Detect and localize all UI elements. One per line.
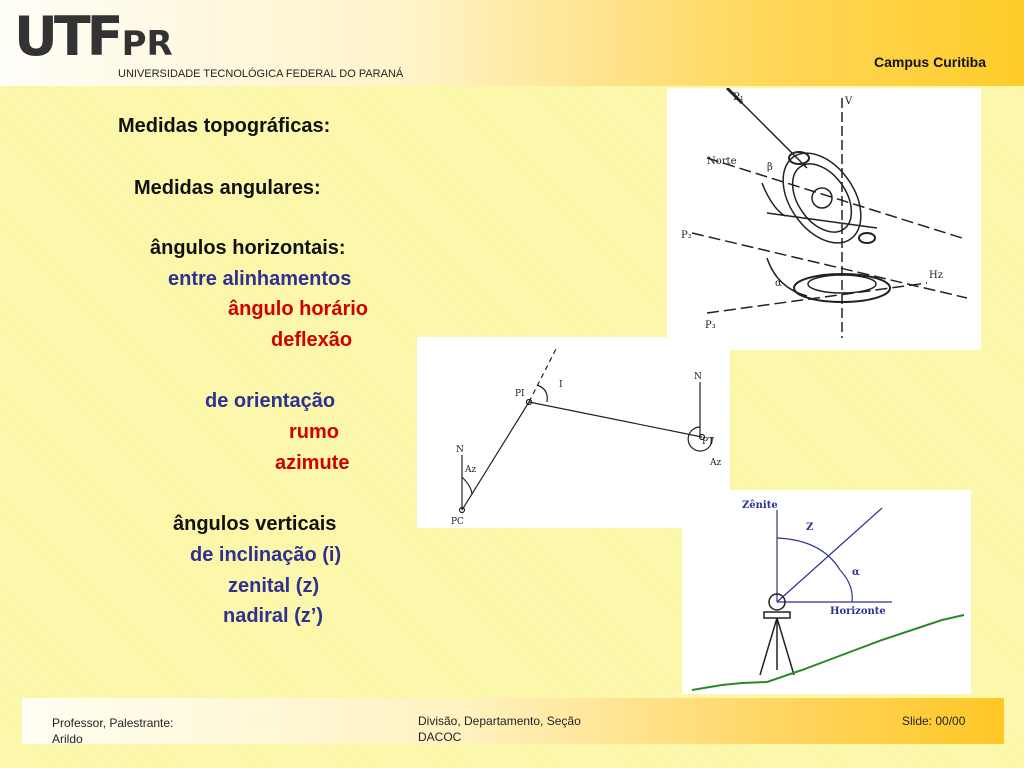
traverse-label-pt: PT: [702, 437, 715, 447]
heading-horizontal: ângulos horizontais:: [150, 237, 346, 259]
utfpr-logo: [14, 5, 173, 71]
heading-angular: Medidas angulares:: [134, 177, 321, 199]
footer-bar: [22, 698, 1004, 744]
traverse-label-pc: PC: [451, 517, 464, 527]
zenith-label-z: Z: [806, 522, 814, 533]
heading-vertical: ângulos verticais: [173, 513, 337, 535]
item-azimuth: azimute: [275, 452, 350, 474]
zenith-label-alpha: α: [852, 567, 860, 578]
footer-presenter-label: Professor, Palestrante:: [52, 716, 174, 730]
item-orientation: de orientação: [205, 390, 336, 412]
zenith-diagram: [682, 490, 971, 694]
theodolite-label-p1: P₁: [733, 92, 744, 103]
item-bearing: rumo: [289, 421, 339, 443]
traverse-label-i: I: [559, 380, 563, 390]
university-name: UNIVERSIDADE TECNOLÓGICA FEDERAL DO PARANÁ: [118, 68, 404, 80]
item-inclination: de inclinação (i): [190, 544, 342, 566]
zenith-label-zenite: Zênite: [742, 500, 778, 511]
item-zenith: zenital (z): [228, 575, 320, 597]
logo-pr: PR: [121, 24, 173, 64]
theodolite-label-p2: P₂: [681, 230, 692, 241]
zenith-svg: [682, 490, 971, 694]
item-clockwise-angle: ângulo horário: [228, 298, 368, 320]
logo-main: UTF: [14, 5, 120, 68]
footer-presenter-name: Arildo: [52, 732, 83, 746]
traverse-label-pi: PI: [515, 389, 525, 399]
traverse-label-az2: Az: [710, 458, 722, 468]
theodolite-diagram: [667, 88, 981, 350]
theodolite-label-p3: P₃: [705, 320, 716, 331]
campus-label: Campus Curitiba: [873, 54, 986, 70]
theodolite-label-beta: β: [767, 162, 773, 173]
item-nadir: nadiral (z’): [223, 605, 324, 627]
slide-title: Medidas topográficas:: [118, 115, 331, 137]
footer-dept: DACOC: [418, 730, 462, 744]
theodolite-svg: [667, 88, 981, 350]
header-banner: [0, 0, 1024, 86]
traverse-label-az1: Az: [465, 465, 477, 475]
traverse-label-n1: N: [456, 445, 464, 455]
zenith-label-horizonte: Horizonte: [830, 606, 886, 617]
item-between-alignments: entre alinhamentos: [168, 268, 352, 290]
traverse-label-n2: N: [694, 372, 702, 382]
item-deflection: deflexão: [271, 329, 353, 351]
theodolite-label-v: V: [845, 96, 853, 107]
theodolite-label-north: Norte: [707, 156, 737, 167]
theodolite-label-alpha: α: [775, 278, 782, 289]
footer-division: Divisão, Departamento, Seção: [418, 714, 581, 728]
footer-slide-number: Slide: 00/00: [902, 714, 966, 728]
theodolite-label-h: Hz: [929, 270, 943, 281]
